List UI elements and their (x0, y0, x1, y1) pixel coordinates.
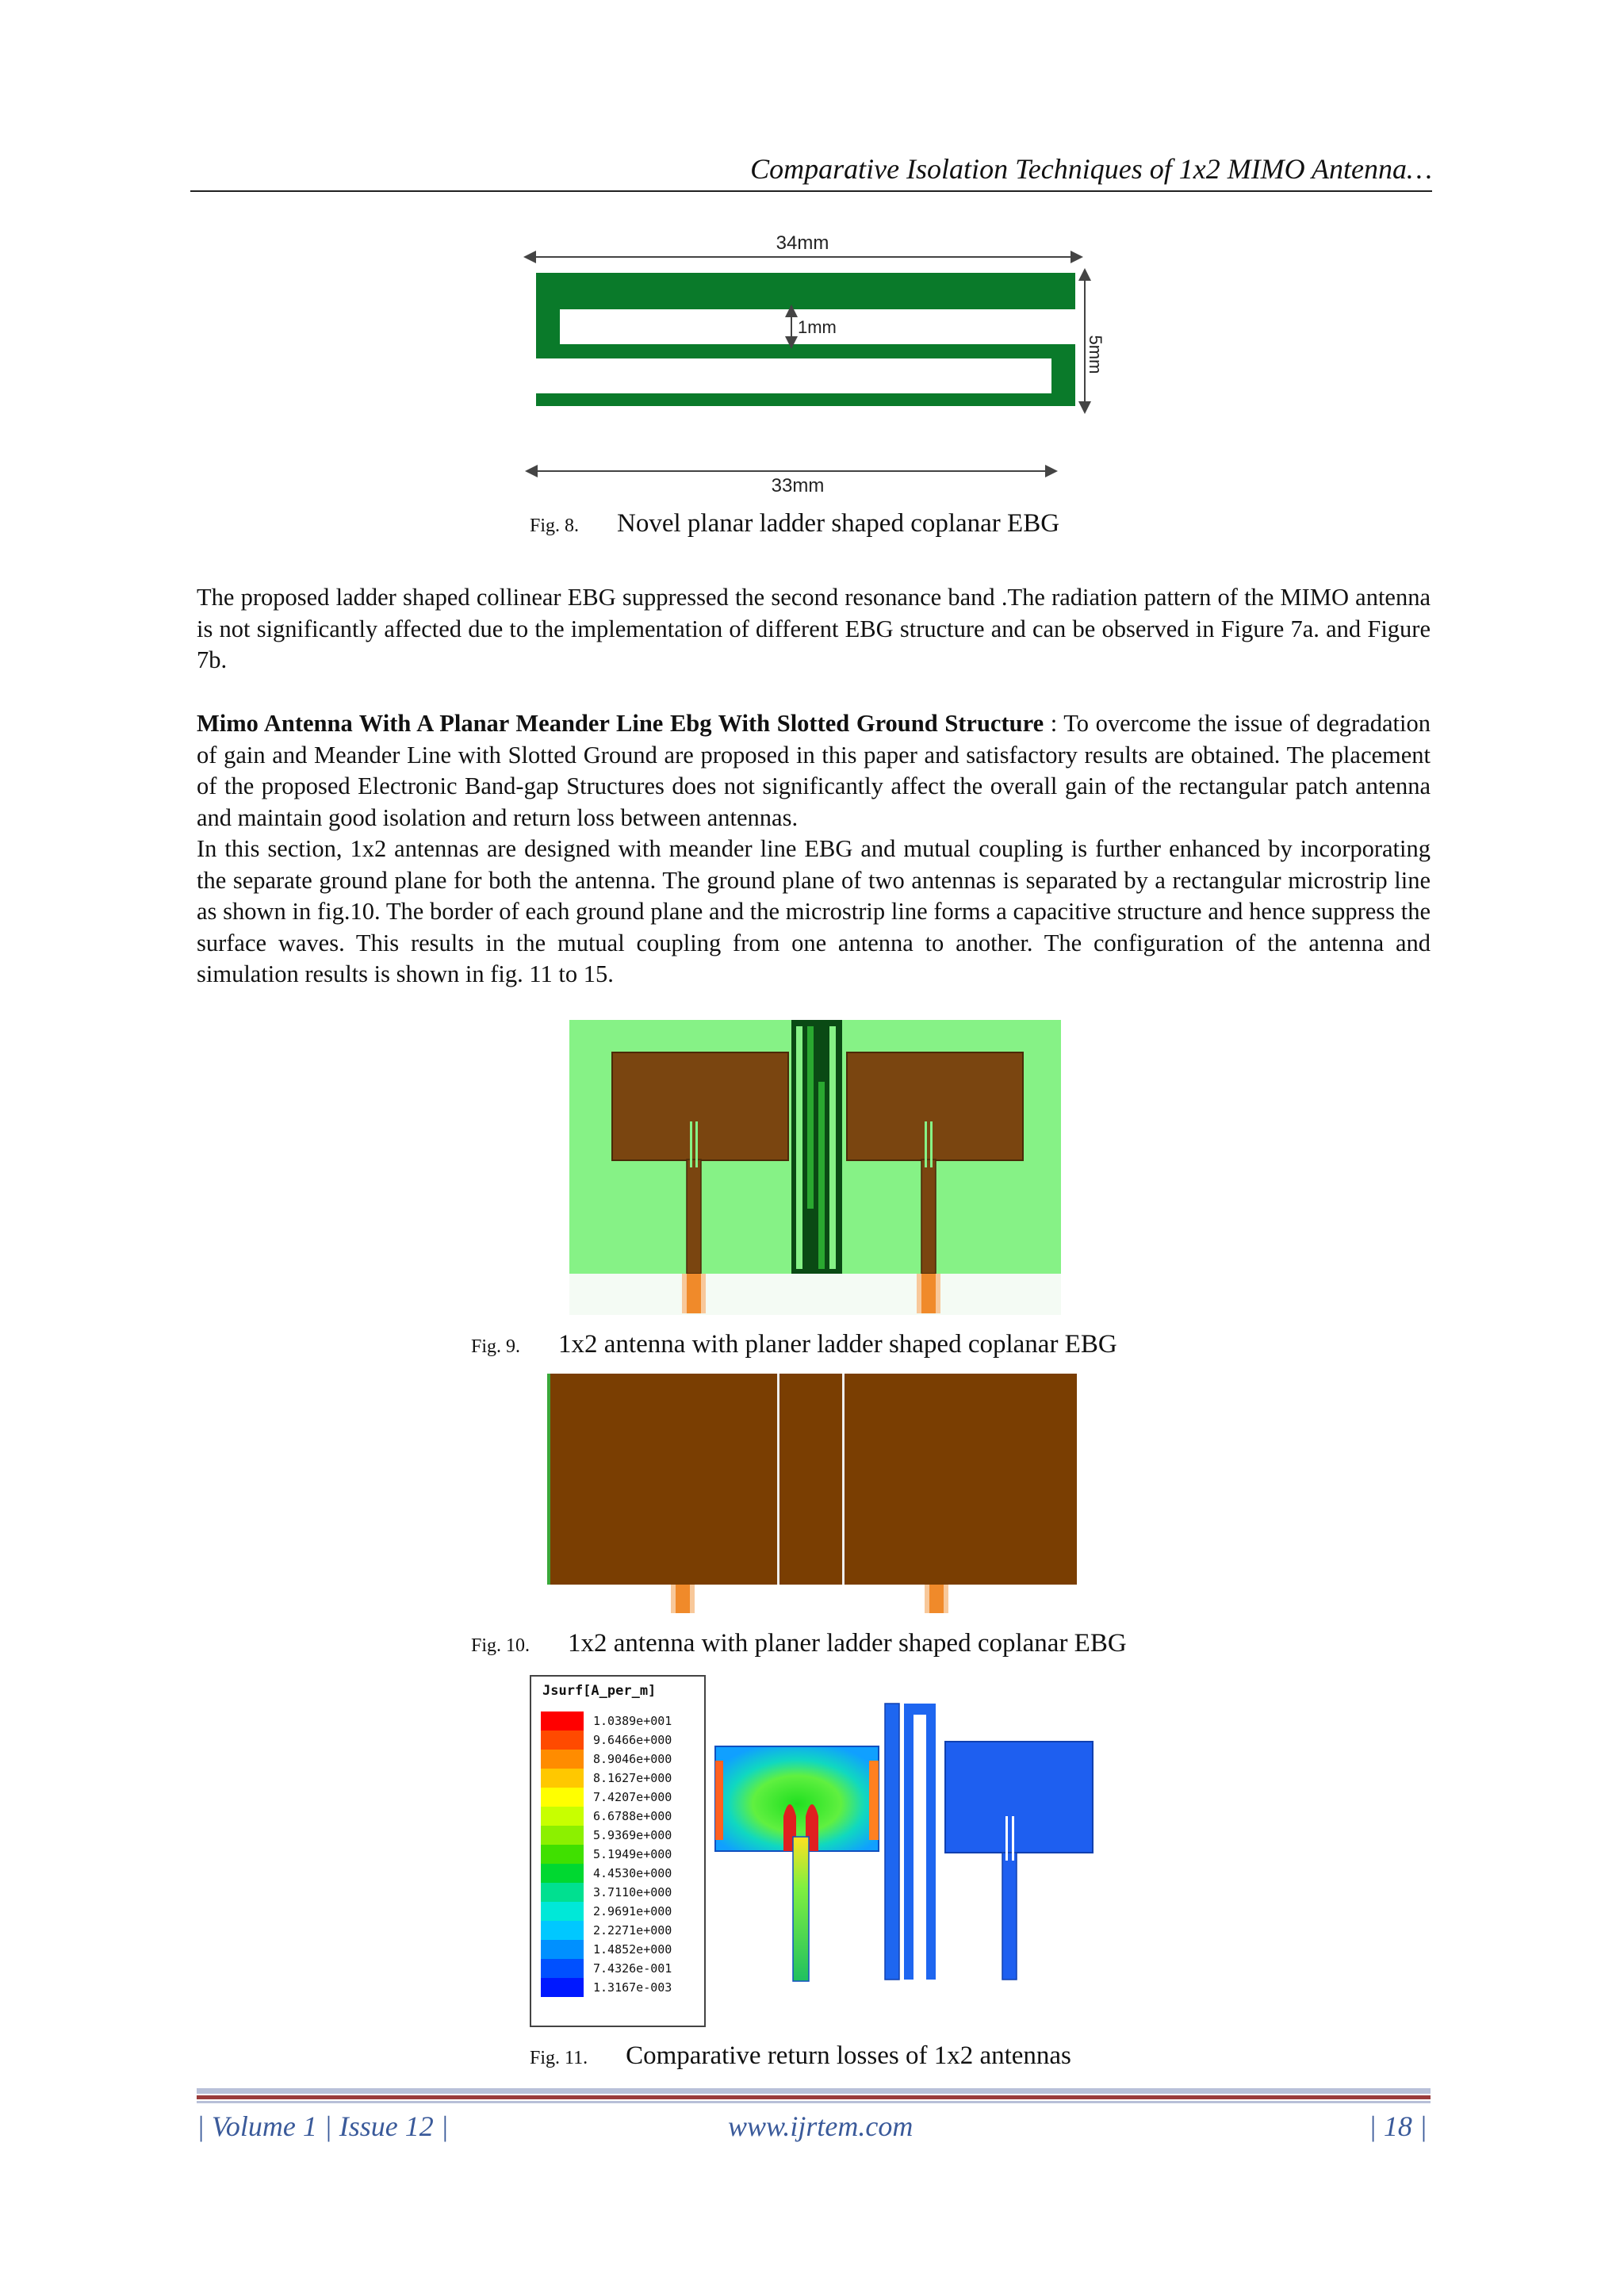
paragraph-1 (197, 582, 1431, 677)
legend-swatch (541, 1864, 584, 1883)
fig10-ground-diagram (544, 1372, 1080, 1615)
legend-row (541, 1883, 699, 1902)
legend-swatch (541, 1940, 584, 1959)
legend-value: 6.6788e+000 (593, 1809, 672, 1823)
legend-swatch (541, 1731, 584, 1750)
legend-row (541, 1864, 699, 1883)
legend-swatch (541, 1788, 584, 1807)
legend-value: 8.9046e+000 (593, 1752, 672, 1766)
legend-swatch (541, 1769, 584, 1788)
legend-row (541, 1807, 699, 1826)
fig11-legend (530, 1675, 706, 2027)
legend-swatch (541, 1883, 584, 1902)
paragraph-1-text: The proposed ladder shaped collinear EBG suppressed the second resonance band .The radiation pattern of the MIMO antenna is not significantly affected due to the implementation of different EBG structure and can be observed in Figure 7a. and Figure 7b. (197, 584, 1431, 673)
fig11-caption (530, 2041, 1071, 2071)
legend-value: 1.3167e-003 (593, 1980, 672, 1995)
legend-swatch (541, 1921, 584, 1940)
legend-row (541, 1959, 699, 1978)
legend-swatch (541, 1902, 584, 1921)
legend-row (541, 1940, 699, 1959)
fig11-current-plot (710, 1697, 1096, 1991)
legend-value: 1.4852e+000 (593, 1942, 672, 1957)
header-rule (190, 190, 1432, 192)
legend-row (541, 1845, 699, 1864)
footer-page-number: | 18 | (1369, 2110, 1427, 2142)
legend-swatch (541, 1750, 584, 1769)
fig8-caption (530, 509, 1059, 539)
fig10-caption-text: 1x2 antenna with planer ladder shaped coplanar EBG (568, 1629, 1127, 1658)
legend-value: 5.1949e+000 (593, 1847, 672, 1861)
legend-value: 1.0389e+001 (593, 1714, 672, 1728)
legend-row (541, 1769, 699, 1788)
legend-value: 2.9691e+000 (593, 1904, 672, 1918)
legend-row (541, 1788, 699, 1807)
legend-value: 7.4326e-001 (593, 1961, 672, 1976)
running-header: Comparative Isolation Techniques of 1x2 MIMO Antenna… (750, 153, 1432, 185)
legend-value: 8.1627e+000 (593, 1771, 672, 1785)
paragraph-2-text1: : To overcome the issue of degradation of gain and Meander Line with Slotted Ground are proposed in this paper and satisfactory results are obtained. The placement of the proposed Electronic Band-gap Structures does not significantly affect the overall gain of the rectangular patch antenna and maintain good isolation and return loss between antennas. (197, 710, 1431, 831)
legend-swatch (541, 1978, 584, 1997)
fig9-caption-text: 1x2 antenna with planer ladder shaped coplanar EBG (558, 1330, 1117, 1359)
paragraph-2 (197, 708, 1431, 991)
section-heading: Mimo Antenna With A Planar Meander Line Ebg With Slotted Ground Structure (197, 710, 1044, 737)
fig9-antenna-diagram (568, 1018, 1063, 1317)
legend-swatch (541, 1807, 584, 1826)
legend-row (541, 1921, 699, 1940)
fig8-dim-side: 5mm (1086, 335, 1105, 374)
footer-rule-lower (197, 2101, 1431, 2103)
paragraph-2-text2: In this section, 1x2 antennas are designed with meander line EBG and mutual coupling is further enhanced by incorporating the separate ground plane for both the antenna. The ground plane of two antennas is separated by a rectangular microstrip line as shown in fig.10. The border of each ground plane and the microstrip line forms a capacitive structure and hence suppress the surface waves. This results in the mutual coupling from one antenna to another. The configuration of the antenna and simulation results is shown in fig. 11 to 15. (197, 835, 1431, 987)
legend-row (541, 1902, 699, 1921)
fig11-caption-text: Comparative return losses of 1x2 antennas (626, 2041, 1071, 2070)
fig10-caption-num: Fig. 10. (471, 1635, 530, 1656)
legend-value: 2.2271e+000 (593, 1923, 672, 1938)
footer-rule (197, 2088, 1431, 2094)
fig8-ebg-diagram (523, 224, 1105, 496)
footer-volume-issue: | Volume 1 | Issue 12 | (197, 2110, 449, 2142)
fig8-dim-bottom: 33mm (771, 475, 825, 496)
legend-row (541, 1711, 699, 1731)
legend-value: 4.4530e+000 (593, 1866, 672, 1880)
legend-row (541, 1750, 699, 1769)
fig11-caption-num: Fig. 11. (530, 2048, 588, 2068)
legend-swatch (541, 1845, 584, 1864)
fig8-caption-text: Novel planar ladder shaped coplanar EBG (617, 509, 1060, 538)
paragraph-2-lead (197, 708, 1431, 834)
footer-rule-accent (197, 2095, 1431, 2099)
fig8-dim-gap: 1mm (798, 317, 837, 337)
fig10-caption (471, 1629, 1127, 1658)
legend-value: 5.9369e+000 (593, 1828, 672, 1842)
fig8-slot-lower (536, 358, 1051, 393)
legend-row (541, 1978, 699, 1997)
fig9-caption (471, 1330, 1117, 1359)
legend-swatch (541, 1711, 584, 1731)
fig9-caption-num: Fig. 9. (471, 1336, 521, 1357)
legend-row (541, 1731, 699, 1750)
legend-swatch (541, 1826, 584, 1845)
fig8-caption-num: Fig. 8. (530, 516, 580, 536)
fig8-dim-top: 34mm (776, 232, 829, 254)
legend-row (541, 1826, 699, 1845)
fig11-legend-title: Jsurf[A_per_m] (542, 1683, 657, 1699)
legend-swatch (541, 1959, 584, 1978)
footer-website: www.ijrtem.com (728, 2110, 914, 2142)
legend-value: 7.4207e+000 (593, 1790, 672, 1804)
legend-value: 3.7110e+000 (593, 1885, 672, 1899)
legend-value: 9.6466e+000 (593, 1733, 672, 1747)
